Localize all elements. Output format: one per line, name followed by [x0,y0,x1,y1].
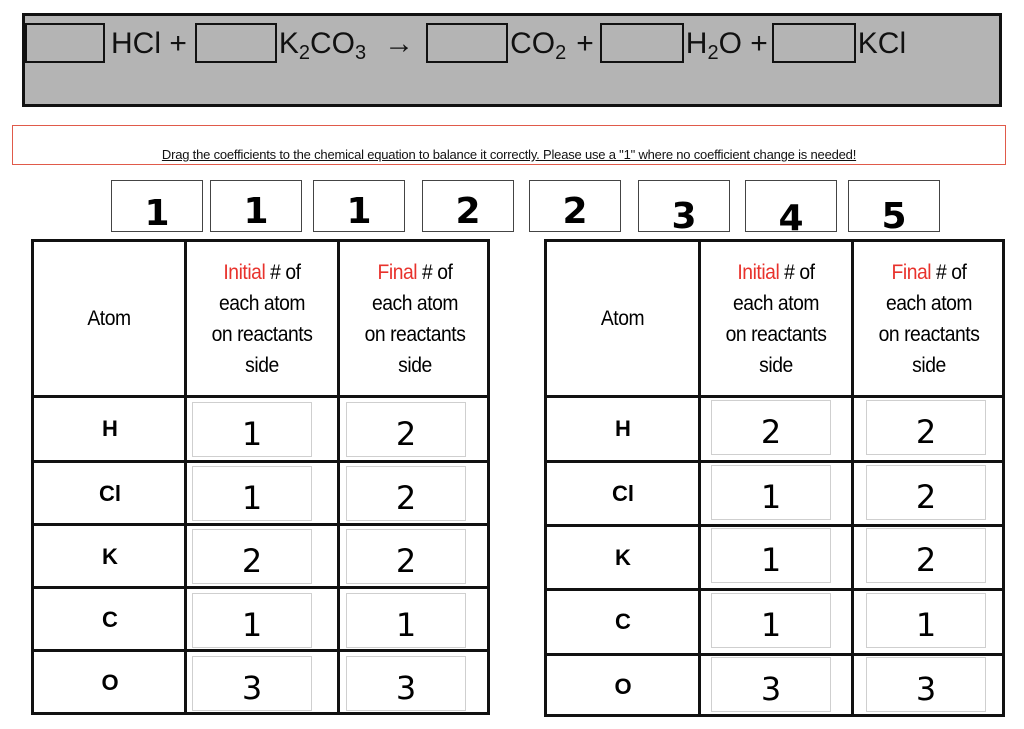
initial-count-field[interactable]: 3 [192,656,312,711]
equation-bar [22,13,1002,107]
final-count-field[interactable]: 2 [346,529,466,584]
coefficient-tile[interactable]: 2 [529,180,621,232]
initial-count-field[interactable]: 1 [711,465,831,520]
atom-label: O [614,674,632,699]
atom-label: H [102,416,118,441]
equation-term-h2o: $H_2O$ + [685,27,768,64]
header-initial: Initial # of each atom on reactants side [725,260,827,377]
coefficient-slot-kcl[interactable] [772,23,856,63]
coefficient-slot-co2[interactable] [426,23,508,63]
coefficient-tile[interactable]: 1 [111,180,203,232]
final-count-field[interactable]: 2 [346,402,466,457]
coefficient-tile[interactable]: 3 [638,180,730,232]
final-count-field[interactable]: 2 [866,465,986,520]
initial-count-field[interactable]: 1 [711,528,831,583]
header-final: Final # of each atom on reactants side [878,260,980,377]
initial-count-field[interactable]: 1 [711,593,831,648]
atom-label: C [102,607,118,632]
coefficient-tile[interactable]: 5 [848,180,940,232]
atom-label: O [101,670,119,695]
initial-count-field[interactable]: 1 [192,402,312,457]
coefficient-tile[interactable]: 4 [745,180,837,232]
equation-term-hcl: HCl + [111,27,187,60]
header-atom: Atom [600,307,645,330]
atom-count-table-left [31,239,490,715]
reaction-arrow: → [384,27,415,60]
initial-count-field[interactable]: 2 [192,529,312,584]
atom-label: Cl [612,481,634,506]
final-count-field[interactable]: 1 [346,593,466,648]
atom-label: K [615,545,631,570]
header-final: Final # of each atom on reactants side [364,260,466,377]
equation-term-k2co3: $K_2CO_3$ [278,27,367,64]
atom-label: C [615,609,631,634]
equation-term-co2: $CO_2$ + [510,27,594,64]
atom-count-table-right [544,239,1005,717]
instruction-text: Drag the coefficients to the chemical equation to balance it correctly. Please use a "1" where no coefficient change is needed! [161,147,857,162]
atom-label: K [102,544,118,569]
final-count-field[interactable]: 2 [866,528,986,583]
coefficient-slot-hcl[interactable] [25,23,105,63]
initial-count-field[interactable]: 2 [711,400,831,455]
final-count-field[interactable]: 1 [866,593,986,648]
coefficient-tile[interactable]: 1 [210,180,302,232]
atom-label: Cl [99,481,121,506]
coefficient-tile[interactable]: 1 [313,180,405,232]
final-count-field[interactable]: 3 [866,657,986,712]
header-atom: Atom [87,307,131,330]
equation-term-kcl: KCl [857,27,907,60]
initial-count-field[interactable]: 3 [711,657,831,712]
final-count-field[interactable]: 2 [866,400,986,455]
instruction-box [12,125,1006,165]
atom-label: H [615,416,631,441]
final-count-field[interactable]: 2 [346,466,466,521]
header-initial: Initial # of each atom on reactants side [211,260,313,377]
initial-count-field[interactable]: 1 [192,593,312,648]
final-count-field[interactable]: 3 [346,656,466,711]
coefficient-tile[interactable]: 2 [422,180,514,232]
initial-count-field[interactable]: 1 [192,466,312,521]
coefficient-slot-h2o[interactable] [600,23,684,63]
coefficient-slot-k2co3[interactable] [195,23,277,63]
chemical-equation [25,19,906,63]
